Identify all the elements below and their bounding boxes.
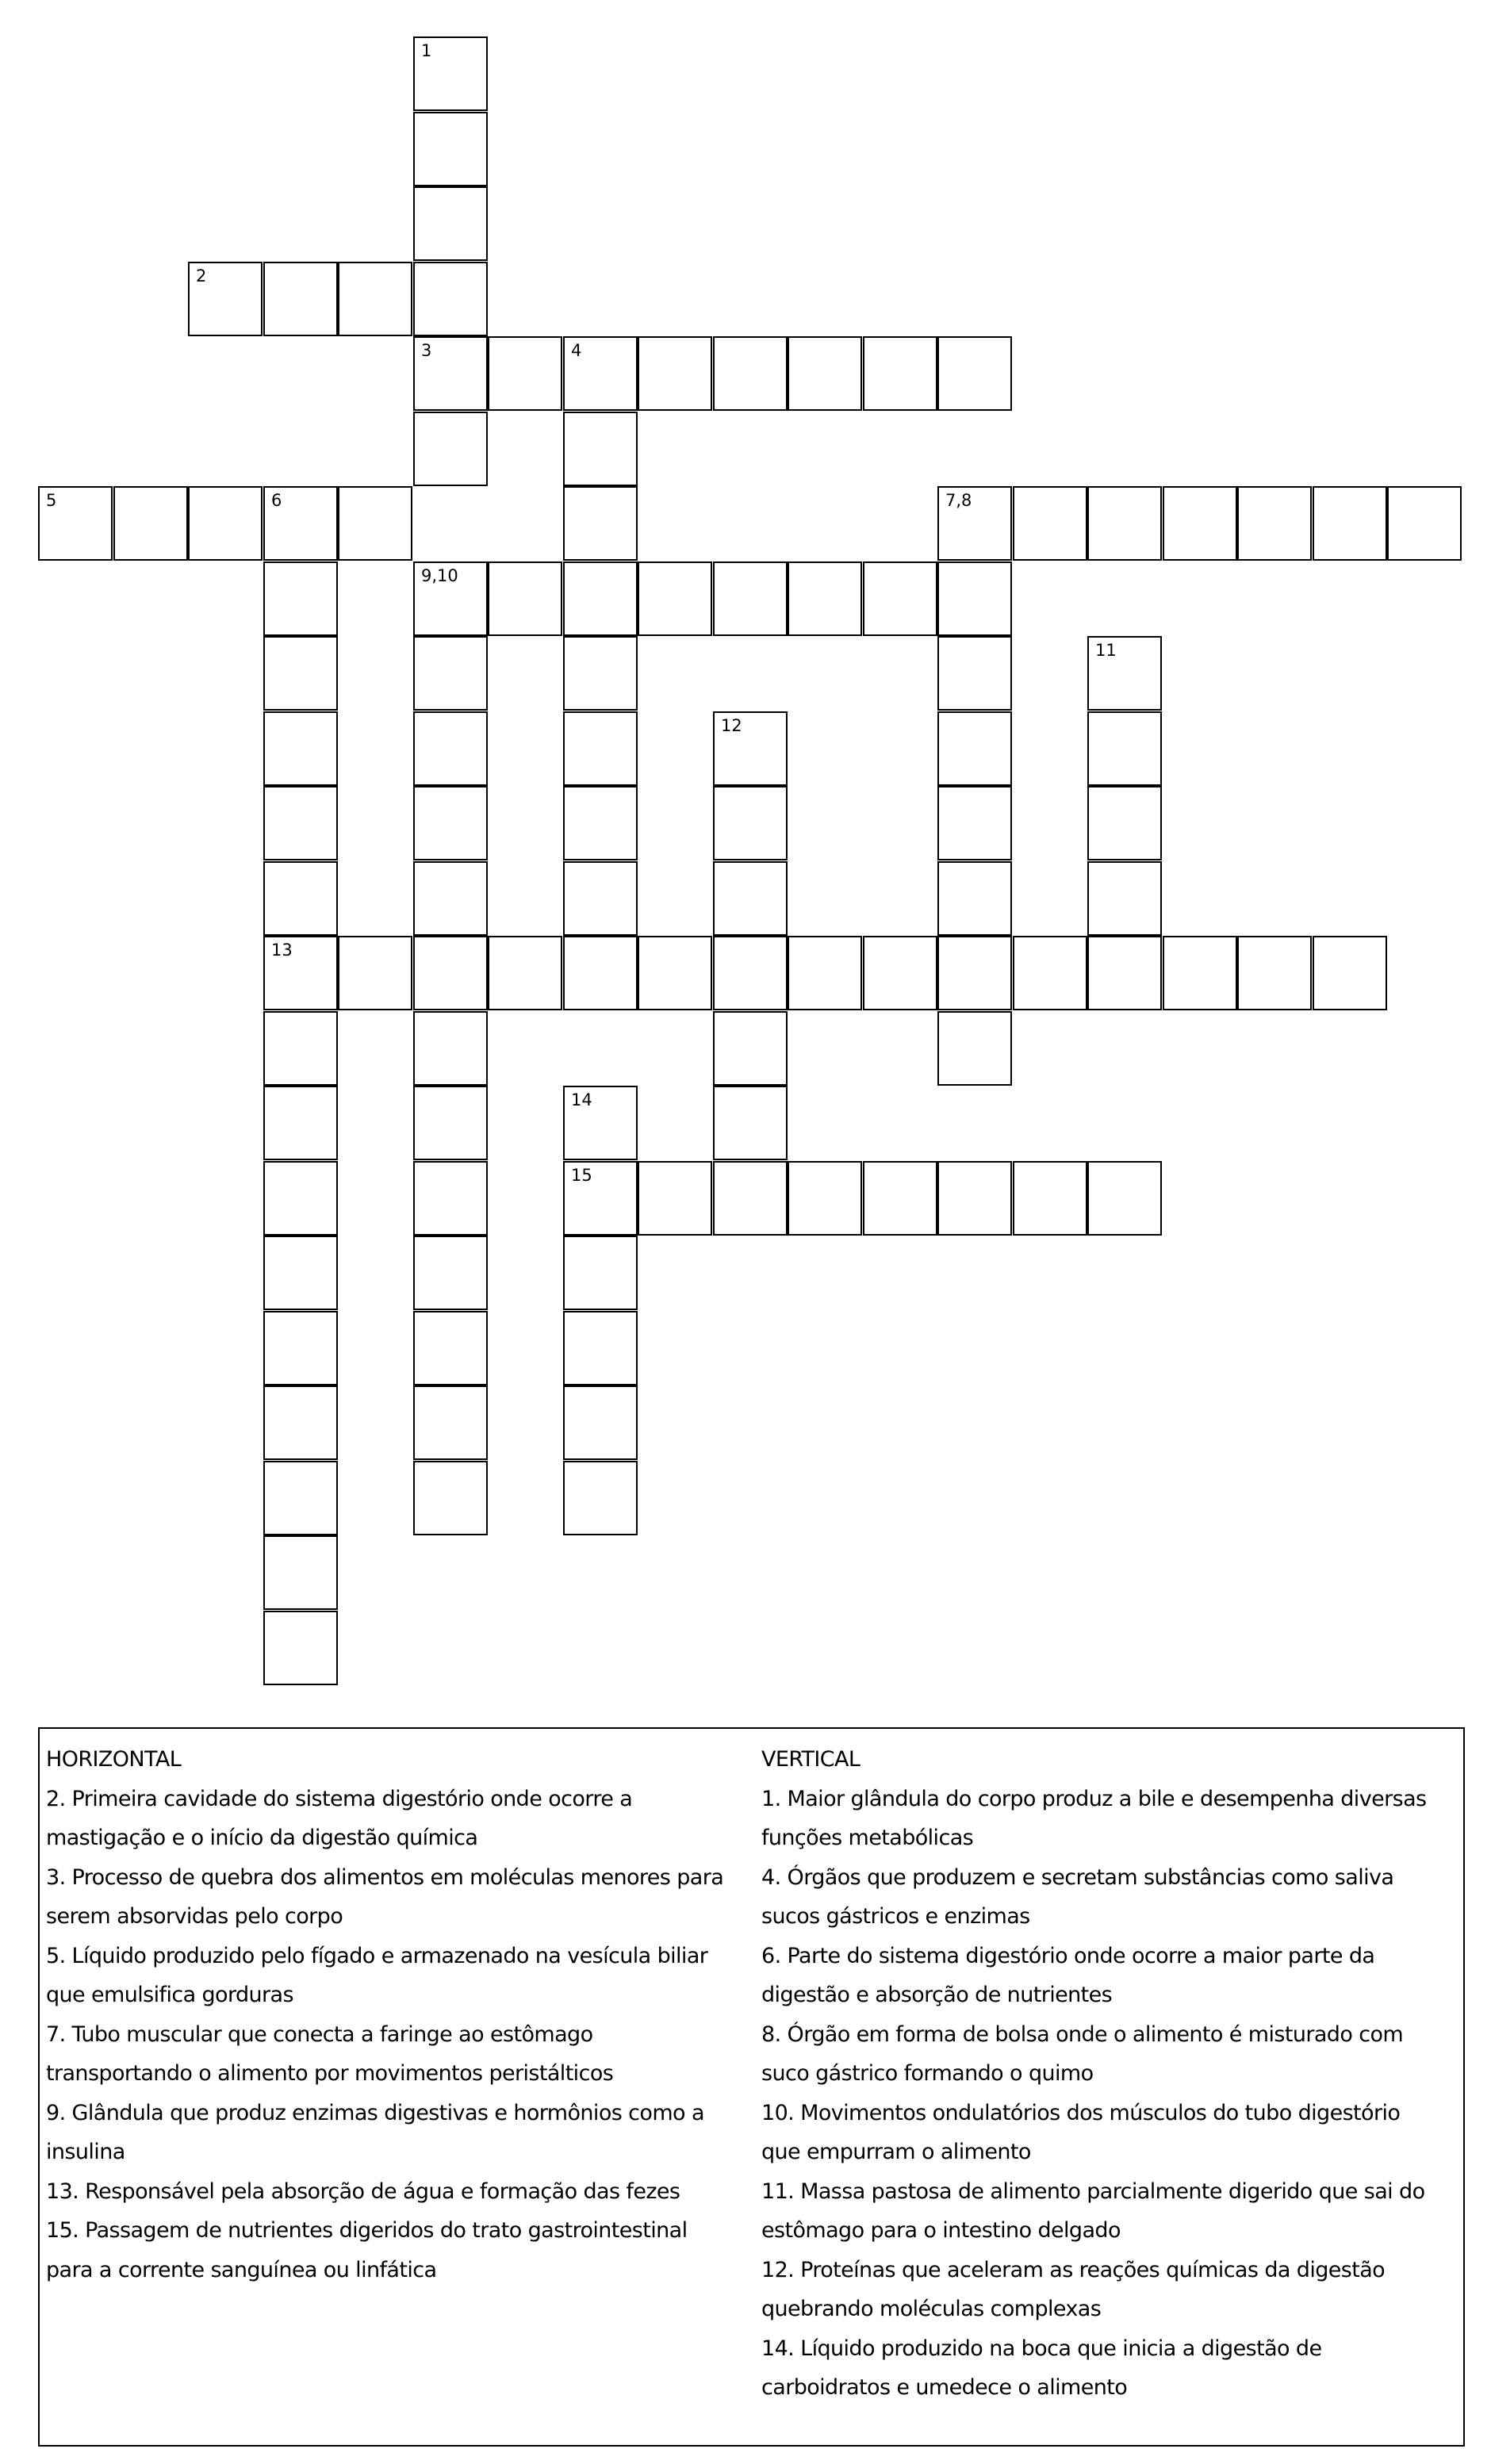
crossword-cell[interactable] — [1087, 1161, 1162, 1236]
clue-line: mastigação e o início da digestão química — [46, 1826, 478, 1850]
crossword-cell[interactable] — [638, 1161, 712, 1236]
crossword-cell[interactable] — [263, 1385, 338, 1460]
crossword-cell[interactable] — [863, 1161, 937, 1236]
crossword-cell[interactable] — [563, 1461, 638, 1535]
clue-line: 1. Maior glândula do corpo produz a bile e desempenha diversas — [761, 1786, 1427, 1811]
crossword-cell[interactable] — [1087, 711, 1162, 786]
crossword-cell[interactable] — [263, 711, 338, 786]
crossword-cell[interactable] — [937, 711, 1012, 786]
crossword-cell[interactable] — [638, 561, 712, 636]
crossword-cell[interactable] — [263, 561, 338, 636]
crossword-cell[interactable] — [1087, 636, 1162, 711]
crossword-cell[interactable] — [413, 1236, 488, 1310]
crossword-cell[interactable] — [413, 336, 488, 411]
vertical-title: VERTICAL — [761, 1747, 860, 1772]
crossword-cell[interactable] — [413, 711, 488, 786]
crossword-cell[interactable] — [937, 1161, 1012, 1236]
crossword-cell[interactable] — [563, 1311, 638, 1385]
crossword-cell[interactable] — [713, 936, 788, 1010]
clue-line: 13. Responsável pela absorção de água e formação das fezes — [46, 2179, 680, 2204]
crossword-cell[interactable] — [563, 1161, 638, 1236]
crossword-cell[interactable] — [1013, 486, 1087, 561]
crossword-cell[interactable] — [713, 1011, 788, 1086]
clue-line: digestão e absorção de nutrientes — [761, 1983, 1113, 2007]
crossword-cell[interactable] — [563, 1385, 638, 1460]
crossword-cell[interactable] — [713, 861, 788, 936]
horizontal-clues — [46, 1740, 752, 2290]
crossword-cell[interactable] — [188, 262, 263, 336]
clue-line: 2. Primeira cavidade do sistema digestório onde ocorre a — [46, 1786, 633, 1811]
clue-line: 6. Parte do sistema digestório onde ocorre a maior parte da — [761, 1943, 1375, 1968]
crossword-cell[interactable] — [563, 1086, 638, 1160]
clue-line: 12. Proteínas que aceleram as reações químicas da digestão — [761, 2257, 1386, 2282]
clue-line: suco gástrico formando o quimo — [761, 2061, 1094, 2086]
crossword-cell[interactable] — [563, 636, 638, 711]
crossword-cell[interactable] — [1013, 1161, 1087, 1236]
crossword-cell[interactable] — [488, 336, 562, 411]
crossword-cell[interactable] — [713, 1086, 788, 1160]
clue-number: 5 — [46, 491, 57, 510]
crossword-cell[interactable] — [1013, 936, 1087, 1010]
crossword-cell[interactable] — [413, 1161, 488, 1236]
crossword-cell[interactable] — [563, 1236, 638, 1310]
crossword-cell[interactable] — [1163, 486, 1237, 561]
crossword-cell[interactable] — [338, 262, 412, 336]
clues-box — [38, 1727, 1465, 2447]
crossword-cell[interactable] — [563, 861, 638, 936]
clue-number: 9,10 — [421, 566, 458, 585]
crossword-cell[interactable] — [413, 412, 488, 486]
crossword-cell[interactable] — [488, 936, 562, 1010]
crossword-cell[interactable] — [937, 936, 1012, 1010]
crossword-cell[interactable] — [638, 336, 712, 411]
crossword-cell[interactable] — [263, 1611, 338, 1685]
crossword-cell[interactable] — [263, 1236, 338, 1310]
crossword-cell[interactable] — [563, 561, 638, 636]
crossword-cell[interactable] — [113, 486, 188, 561]
crossword-cell[interactable] — [413, 936, 488, 1010]
crossword-cell[interactable] — [263, 1011, 338, 1086]
vertical-clues — [761, 1740, 1459, 2408]
clue-line: 15. Passagem de nutrientes digeridos do trato gastrointestinal — [46, 2218, 688, 2243]
crossword-cell[interactable] — [1237, 936, 1312, 1010]
crossword-cell[interactable] — [413, 262, 488, 336]
clue-line: 4. Órgãos que produzem e secretam substâncias como saliva — [761, 1864, 1394, 1890]
clue-line: 7. Tubo muscular que conecta a faringe ao estômago — [46, 2021, 593, 2047]
crossword-cell[interactable] — [713, 1161, 788, 1236]
crossword-cell[interactable] — [263, 1161, 338, 1236]
clue-number: 3 — [421, 341, 432, 360]
crossword-cell[interactable] — [1087, 786, 1162, 860]
clue-number: 15 — [571, 1166, 592, 1185]
clue-line: 14. Líquido produzido na boca que inicia a digestão de — [761, 2336, 1322, 2361]
crossword-cell[interactable] — [788, 1161, 862, 1236]
crossword-cell[interactable] — [413, 1311, 488, 1385]
crossword-cell[interactable] — [863, 336, 937, 411]
crossword-cell[interactable] — [638, 936, 712, 1010]
crossword-cell[interactable] — [263, 486, 338, 561]
crossword-cell[interactable] — [413, 1385, 488, 1460]
clue-line: insulina — [46, 2140, 125, 2164]
clue-line: que emulsifica gorduras — [46, 1983, 293, 2007]
crossword-cell[interactable] — [788, 336, 862, 411]
crossword-cell[interactable] — [937, 786, 1012, 860]
crossword-cell[interactable] — [263, 262, 338, 336]
crossword-cell[interactable] — [413, 1461, 488, 1535]
crossword-cell[interactable] — [563, 336, 638, 411]
crossword-cell[interactable] — [263, 1535, 338, 1610]
clue-line: transportando o alimento por movimentos peristálticos — [46, 2061, 614, 2086]
crossword-cell[interactable] — [937, 336, 1012, 411]
crossword-cell[interactable] — [1313, 486, 1387, 561]
clue-number: 14 — [571, 1090, 592, 1109]
crossword-cell[interactable] — [38, 486, 113, 561]
crossword-cell[interactable] — [713, 336, 788, 411]
clue-number: 13 — [271, 941, 293, 960]
clue-line: que empurram o alimento — [761, 2140, 1031, 2164]
clue-line: 5. Líquido produzido pelo fígado e armazenado na vesícula biliar — [46, 1943, 708, 1968]
clue-number: 12 — [721, 716, 742, 735]
clue-line: funções metabólicas — [761, 1826, 974, 1850]
crossword-cell[interactable] — [863, 936, 937, 1010]
crossword-cell[interactable] — [338, 936, 412, 1010]
crossword-cell[interactable] — [413, 186, 488, 261]
crossword-cell[interactable] — [413, 1086, 488, 1160]
crossword-cell[interactable] — [1237, 486, 1312, 561]
clue-line: 9. Glândula que produz enzimas digestivas e hormônios como a — [46, 2100, 704, 2125]
crossword-cell[interactable] — [713, 786, 788, 860]
clue-number: 7,8 — [945, 491, 972, 510]
crossword-cell[interactable] — [188, 486, 263, 561]
clue-number: 2 — [196, 266, 207, 285]
crossword-cell[interactable] — [413, 561, 488, 636]
crossword-cell[interactable] — [263, 636, 338, 711]
crossword-cell[interactable] — [1087, 861, 1162, 936]
crossword-cell[interactable] — [413, 36, 488, 111]
crossword-cell[interactable] — [563, 486, 638, 561]
crossword-cell[interactable] — [563, 711, 638, 786]
clue-line: 10. Movimentos ondulatórios dos músculos do tubo digestório — [761, 2100, 1401, 2125]
crossword-cell[interactable] — [788, 561, 862, 636]
clue-number: 1 — [421, 41, 432, 60]
crossword-cell[interactable] — [413, 112, 488, 186]
crossword-cell[interactable] — [338, 486, 412, 561]
crossword-cell[interactable] — [563, 786, 638, 860]
crossword-cell[interactable] — [413, 786, 488, 860]
crossword-cell[interactable] — [263, 1461, 338, 1535]
crossword-cell[interactable] — [563, 936, 638, 1010]
crossword-cell[interactable] — [263, 936, 338, 1010]
crossword-cell[interactable] — [1313, 936, 1387, 1010]
crossword-cell[interactable] — [937, 636, 1012, 711]
crossword-cell[interactable] — [863, 561, 937, 636]
crossword-cell[interactable] — [563, 412, 638, 486]
crossword-cell[interactable] — [1087, 936, 1162, 1010]
crossword-cell[interactable] — [413, 1011, 488, 1086]
crossword-cell[interactable] — [263, 1086, 338, 1160]
crossword-cell[interactable] — [713, 561, 788, 636]
crossword-cell[interactable] — [1387, 486, 1462, 561]
clue-line: para a corrente sanguínea ou linfática — [46, 2257, 437, 2282]
crossword-cell[interactable] — [263, 786, 338, 860]
clue-number: 6 — [271, 491, 282, 510]
crossword-cell[interactable] — [263, 861, 338, 936]
clue-line: carboidratos e umedece o alimento — [761, 2375, 1128, 2400]
clue-line: 3. Processo de quebra dos alimentos em moléculas menores para — [46, 1864, 724, 1890]
clue-line: serem absorvidas pelo corpo — [46, 1904, 343, 1929]
crossword-cell[interactable] — [1087, 486, 1162, 561]
crossword-cell[interactable] — [488, 561, 562, 636]
clue-line: 11. Massa pastosa de alimento parcialmente digerido que sai do — [761, 2179, 1425, 2204]
crossword-cell[interactable] — [937, 1011, 1012, 1086]
crossword-cell[interactable] — [713, 711, 788, 786]
clue-line: quebrando moléculas complexas — [761, 2297, 1102, 2321]
crossword-cell[interactable] — [263, 1311, 338, 1385]
clue-line: 8. Órgão em forma de bolsa onde o alimento é misturado com — [761, 2021, 1404, 2047]
crossword-cell[interactable] — [937, 486, 1012, 561]
crossword-cell[interactable] — [788, 936, 862, 1010]
crossword-cell[interactable] — [413, 861, 488, 936]
crossword-cell[interactable] — [937, 561, 1012, 636]
crossword-cell[interactable] — [413, 636, 488, 711]
clue-number: 4 — [571, 341, 582, 360]
horizontal-title: HORIZONTAL — [46, 1747, 182, 1772]
crossword-cell[interactable] — [1163, 936, 1237, 1010]
clue-line: sucos gástricos e enzimas — [761, 1904, 1030, 1929]
crossword-cell[interactable] — [937, 861, 1012, 936]
clue-number: 11 — [1095, 641, 1117, 660]
clue-line: estômago para o intestino delgado — [761, 2218, 1121, 2243]
